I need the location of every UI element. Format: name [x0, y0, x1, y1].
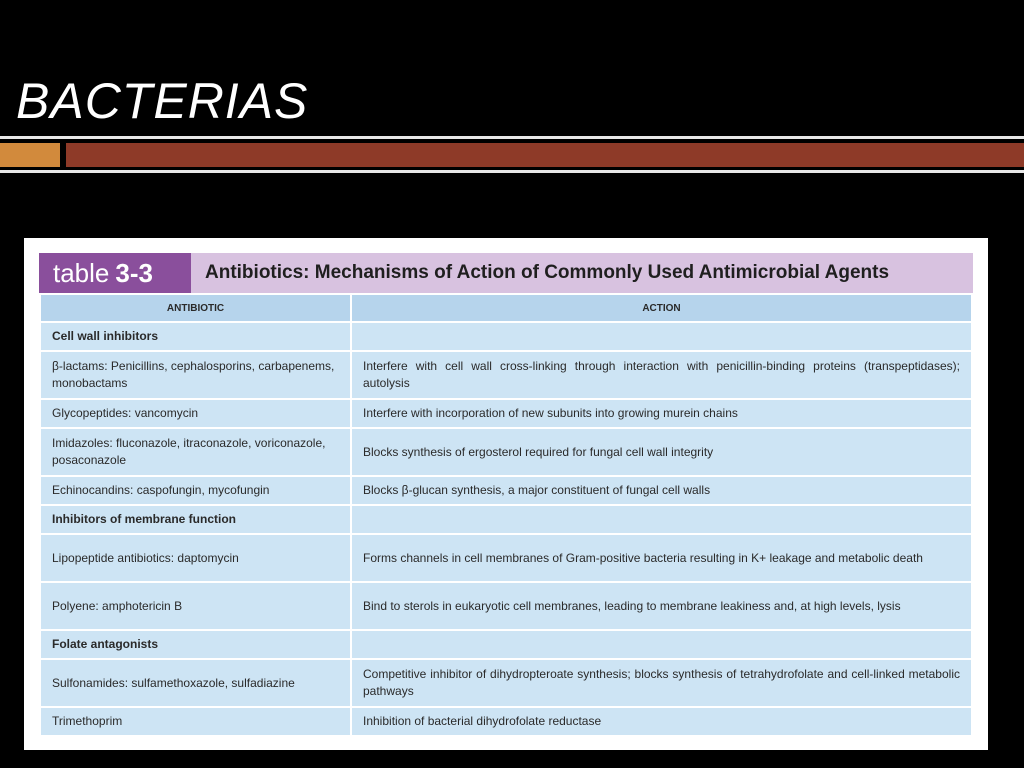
column-header-action: ACTION — [351, 294, 972, 322]
title-divider-top — [0, 136, 1024, 139]
section-label: Folate antagonists — [40, 630, 351, 659]
table-row — [40, 428, 972, 476]
table-number: 3-3 — [115, 257, 153, 288]
table-row — [40, 582, 972, 630]
section-empty-cell — [351, 505, 972, 534]
table-title: Antibiotics: Mechanisms of Action of Commonly Used Antimicrobial Agents — [205, 262, 890, 283]
section-label: Inhibitors of membrane function — [40, 505, 351, 534]
column-header-antibiotic: ANTIBIOTIC — [40, 294, 351, 322]
action-cell: Bind to sterols in eukaryotic cell membranes, leading to membrane leakiness and, at high levels, lysis — [351, 582, 972, 630]
table-caption — [39, 253, 973, 293]
accent-bar-orange — [0, 143, 60, 167]
antibiotic-cell: β-lactams: Penicillins, cephalosporins, carbapenems, monobactams — [40, 351, 351, 399]
table-figure — [24, 238, 988, 750]
accent-bar-brown — [66, 143, 1024, 167]
table-row — [40, 534, 972, 582]
action-cell: Inhibition of bacterial dihydrofolate reductase — [351, 707, 972, 736]
action-cell: Interfere with incorporation of new subunits into growing murein chains — [351, 399, 972, 428]
section-empty-cell — [351, 630, 972, 659]
action-cell: Forms channels in cell membranes of Gram-positive bacteria resulting in K+ leakage and metabolic death — [351, 534, 972, 582]
antibiotic-cell: Imidazoles: fluconazole, itraconazole, voriconazole, posaconazole — [40, 428, 351, 476]
slide-title: BACTERIAS — [16, 73, 309, 129]
action-cell: Interfere with cell wall cross-linking through interaction with penicillin-binding proteins (transpeptidases); autolysis — [351, 351, 972, 399]
table-row — [40, 476, 972, 505]
section-row — [40, 505, 972, 534]
antibiotic-cell: Glycopeptides: vancomycin — [40, 399, 351, 428]
table-row — [40, 351, 972, 399]
antibiotic-cell: Lipopeptide antibiotics: daptomycin — [40, 534, 351, 582]
section-row — [40, 322, 972, 351]
table-row — [40, 707, 972, 736]
section-empty-cell — [351, 322, 972, 351]
table-tag-label: table — [53, 257, 110, 288]
action-cell: Blocks β-glucan synthesis, a major constituent of fungal cell walls — [351, 476, 972, 505]
antibiotics-table — [39, 293, 973, 737]
table-row — [40, 659, 972, 707]
action-cell: Competitive inhibitor of dihydropteroate synthesis; blocks synthesis of tetrahydrofolate and cell-linked metabolic pathways — [351, 659, 972, 707]
antibiotic-cell: Trimethoprim — [40, 707, 351, 736]
title-divider-bottom — [0, 170, 1024, 173]
antibiotic-cell: Echinocandins: caspofungin, mycofungin — [40, 476, 351, 505]
antibiotic-cell: Sulfonamides: sulfamethoxazole, sulfadiazine — [40, 659, 351, 707]
table-row — [40, 399, 972, 428]
table-header-row — [40, 294, 972, 322]
section-label: Cell wall inhibitors — [40, 322, 351, 351]
table-number-tag — [39, 253, 191, 293]
section-row — [40, 630, 972, 659]
action-cell: Blocks synthesis of ergosterol required for fungal cell wall integrity — [351, 428, 972, 476]
antibiotic-cell: Polyene: amphotericin B — [40, 582, 351, 630]
